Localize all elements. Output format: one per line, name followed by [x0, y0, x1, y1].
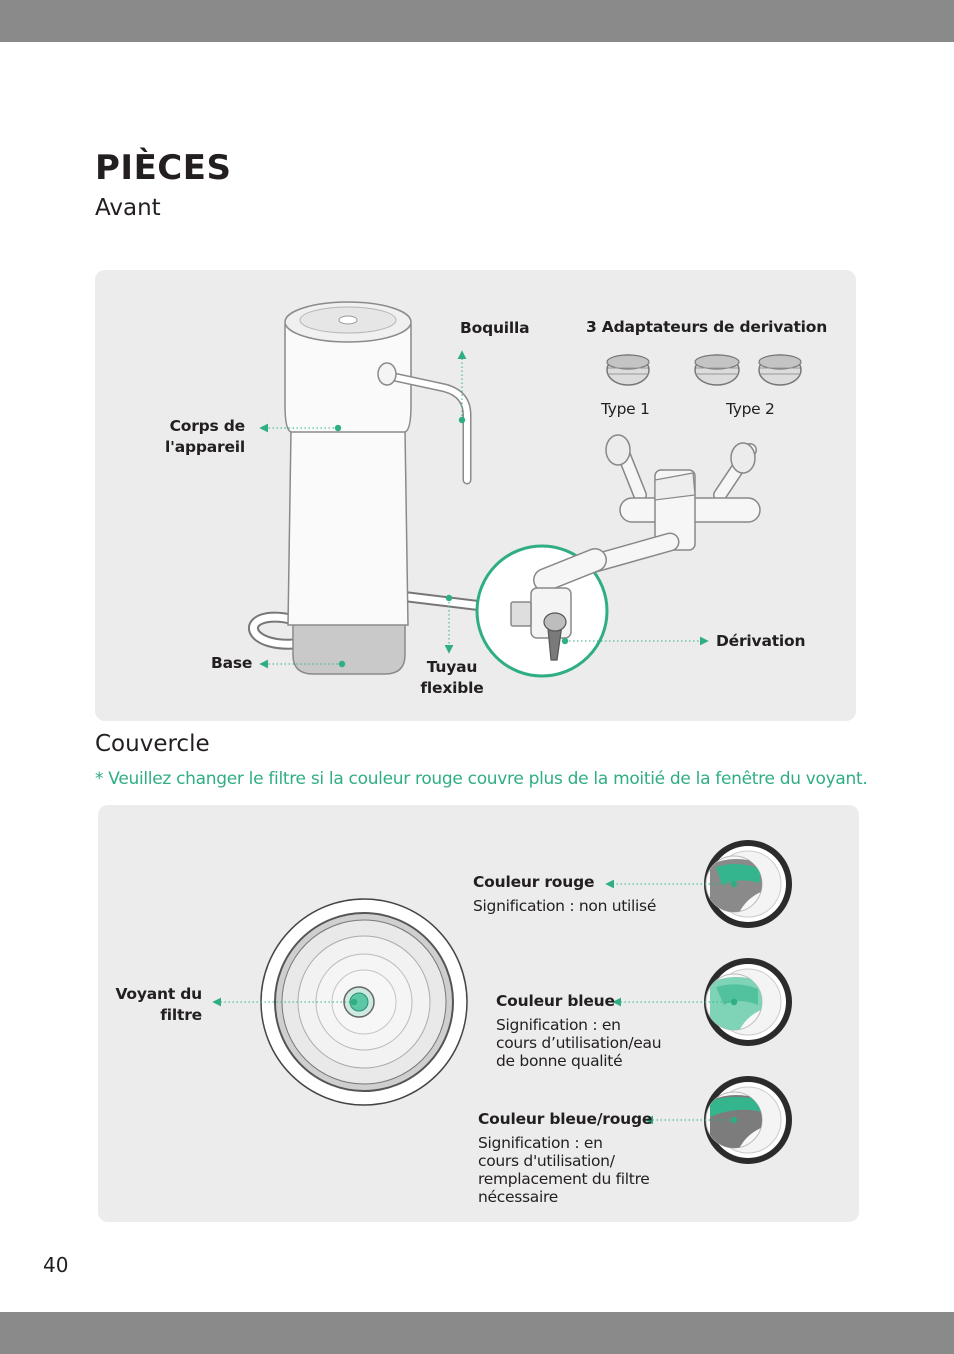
state-red — [473, 872, 656, 915]
label-hose: Tuyau flexible — [420, 658, 484, 697]
adapter-type2a-illustration — [695, 355, 739, 385]
cover-diagram-panel — [98, 805, 859, 1222]
label-diverter: Dérivation — [716, 632, 806, 650]
state-blue-desc-line: Signification : en — [496, 1016, 621, 1034]
label-adapters: 3 Adaptateurs de derivation — [586, 318, 828, 336]
state-red-desc: Signification : non utilisé — [473, 897, 657, 915]
state-blue-desc-line: cours d’utilisation/eau — [496, 1034, 662, 1052]
state-blue-red-desc-line: remplacement du filtre — [478, 1170, 650, 1188]
state-blue-red-title: Couleur bleue/rouge — [478, 1110, 653, 1128]
label-unit-body: Corps de l'appareil — [165, 417, 245, 456]
section-title-cover: Couvercle — [95, 731, 210, 757]
label-base: Base — [211, 654, 253, 672]
state-red-title: Couleur rouge — [473, 873, 595, 891]
footer-bar — [0, 1312, 954, 1354]
state-blue-title: Couleur bleue — [496, 992, 615, 1010]
label-nozzle: Boquilla — [460, 319, 530, 337]
state-blue-red-desc-line: nécessaire — [478, 1188, 558, 1206]
adapter-type1-illustration — [607, 355, 649, 385]
front-diagram-panel — [95, 270, 856, 721]
page-number: 40 — [43, 1253, 69, 1277]
state-blue-red-desc-line: cours d'utilisation/ — [478, 1152, 615, 1170]
lid-illustration — [261, 899, 467, 1105]
adapter-type2b-illustration — [759, 355, 801, 385]
header-bar — [0, 0, 954, 42]
state-blue — [496, 991, 661, 1070]
state-blue-desc-line: de bonne qualité — [496, 1052, 623, 1070]
label-type1: Type 1 — [601, 400, 650, 418]
section-title-front: Avant — [95, 195, 161, 221]
purifier-illustration — [285, 302, 467, 674]
label-filter-indicator: Voyant du filtre — [115, 985, 202, 1024]
state-blue-red — [478, 1109, 652, 1206]
filter-change-note: * Veuillez changer le filtre si la couleur rouge couvre plus de la moitié de la fenêtre du voyant. — [95, 769, 868, 789]
label-type2: Type 2 — [726, 400, 775, 418]
state-blue-red-desc-line: Signification : en — [478, 1134, 603, 1152]
page-title: PIÈCES — [95, 148, 232, 188]
